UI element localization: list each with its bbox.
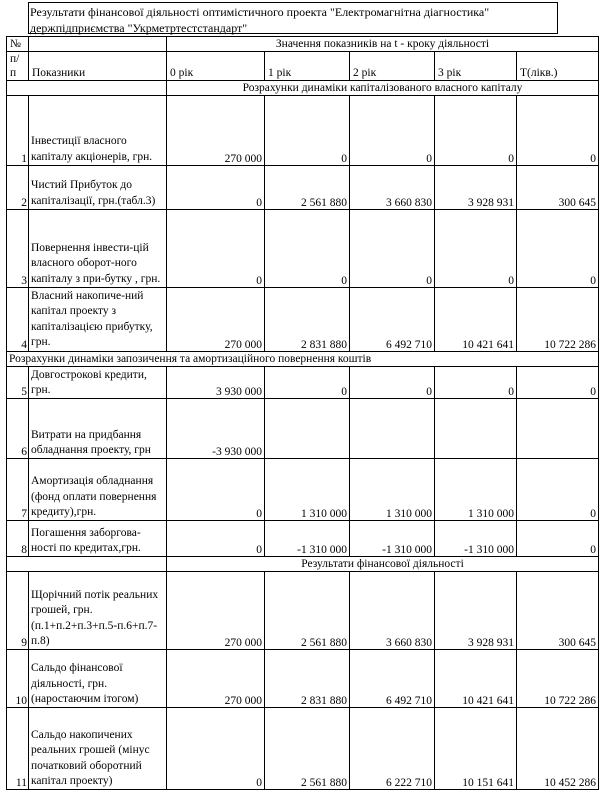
value-cell: 6 222 710: [350, 708, 435, 790]
row-label: Амортизація обладнання (фонд оплати повернення кредиту),грн.: [29, 459, 167, 521]
value-cell: 3 928 931: [435, 572, 517, 650]
row-label: Щорічний потік реальних грошей, грн.(п.1+п.2+п.3+п.5-п.6+п.7-п.8): [29, 572, 167, 650]
row-label: Сальдо накопичених реальних грошей (мінус початковий оборотний капітал проекту): [29, 708, 167, 790]
row-label: Чистий Прибуток до капіталізації, грн.(табл.3): [29, 166, 167, 210]
section-blank: [7, 81, 167, 96]
value-cell: 0: [517, 96, 599, 166]
table-row: [7, 366, 599, 399]
header-num-bottom: п/п: [7, 52, 29, 81]
header-step-3: 3 рік: [435, 52, 517, 81]
value-cell: 0: [435, 96, 517, 166]
value-cell: 10 421 641: [435, 288, 517, 352]
section-title: Розрахунки динаміки капіталізованого власного капіталу: [167, 81, 599, 96]
header-row-2: [7, 52, 599, 81]
value-cell: [435, 399, 517, 459]
row-label: Погашення заборгова-ності по кредитах,грн.: [29, 521, 167, 557]
row-number: 4: [7, 288, 29, 352]
value-cell: 3 928 931: [435, 166, 517, 210]
table-row: [7, 96, 599, 166]
row-number: 11: [7, 708, 29, 790]
row-label: Сальдо фінансової діяльності, грн. (наростаючим ітогом): [29, 650, 167, 708]
value-cell: 300 645: [517, 572, 599, 650]
value-cell: 2 561 880: [265, 572, 350, 650]
value-cell: -3 930 000: [167, 399, 265, 459]
row-number: 1: [7, 96, 29, 166]
header-step-2: 2 рік: [350, 52, 435, 81]
table-row: [7, 708, 599, 790]
value-cell: 0: [350, 210, 435, 288]
value-cell: 2 561 880: [265, 708, 350, 790]
value-cell: 1 310 000: [350, 459, 435, 521]
table-row: [7, 399, 599, 459]
row-label: Повернення інвести-цій власного оборот-ного капіталу з при-бутку , грн.: [29, 210, 167, 288]
value-cell: 10 722 286: [517, 288, 599, 352]
value-cell: 6 492 710: [350, 650, 435, 708]
table-row: [7, 288, 599, 352]
value-cell: 0: [517, 521, 599, 557]
table-row: [7, 459, 599, 521]
value-cell: [350, 399, 435, 459]
value-cell: [265, 399, 350, 459]
value-cell: 0: [265, 366, 350, 399]
row-number: 3: [7, 210, 29, 288]
value-cell: 2 831 880: [265, 650, 350, 708]
value-cell: 300 645: [517, 166, 599, 210]
section-title: Розрахунки динаміки запозичення та амортизаційного повернення коштів: [7, 351, 599, 366]
row-number: 2: [7, 166, 29, 210]
value-cell: 3 660 830: [350, 572, 435, 650]
caption-line-2: держпідприємства "Укрметртестстандарт": [30, 21, 248, 35]
value-cell: 0: [350, 96, 435, 166]
value-cell: 0: [167, 521, 265, 557]
value-cell: 10 452 286: [517, 708, 599, 790]
value-cell: 0: [167, 166, 265, 210]
value-cell: 0: [167, 210, 265, 288]
value-cell: 0: [517, 366, 599, 399]
value-cell: 0: [350, 366, 435, 399]
table-row: [7, 210, 599, 288]
value-cell: 270 000: [167, 650, 265, 708]
header-step-0: 0 рік: [167, 52, 265, 81]
row-label: Інвестиції власного капіталу акціонерів, грн.: [29, 96, 167, 166]
value-cell: 270 000: [167, 96, 265, 166]
value-cell: 0: [517, 210, 599, 288]
value-cell: 0: [517, 459, 599, 521]
value-cell: 0: [167, 708, 265, 790]
value-cell: 1 310 000: [435, 459, 517, 521]
value-cell: 3 930 000: [167, 366, 265, 399]
section-blank: [7, 557, 167, 572]
header-blank: [29, 37, 167, 52]
table-row: [7, 521, 599, 557]
value-cell: -1 310 000: [265, 521, 350, 557]
section-title: Результати фінансової діяльності: [167, 557, 599, 572]
value-cell: 10 421 641: [435, 650, 517, 708]
value-cell: 0: [167, 459, 265, 521]
value-cell: 6 492 710: [350, 288, 435, 352]
value-cell: 0: [435, 366, 517, 399]
value-cell: 0: [265, 210, 350, 288]
value-cell: 270 000: [167, 572, 265, 650]
value-cell: 10 722 286: [517, 650, 599, 708]
caption-line-1: Результати фінансової діяльності оптимістичного проекта "Електромагнітна діагностика": [30, 5, 490, 19]
value-cell: 1 310 000: [265, 459, 350, 521]
row-label: Довгострокові кредити, грн.: [29, 366, 167, 399]
table-row: [7, 572, 599, 650]
table-row: [7, 166, 599, 210]
value-cell: 2 831 880: [265, 288, 350, 352]
value-cell: 0: [265, 96, 350, 166]
row-number: 6: [7, 399, 29, 459]
header-row-1: [7, 37, 599, 52]
value-cell: [517, 399, 599, 459]
header-num-top: №: [7, 37, 29, 52]
row-number: 8: [7, 521, 29, 557]
value-cell: 2 561 880: [265, 166, 350, 210]
value-cell: 10 151 641: [435, 708, 517, 790]
row-number: 5: [7, 366, 29, 399]
financial-results-table: [6, 36, 599, 790]
header-values-title: Значення показників на t - кроку діяльності: [167, 37, 599, 52]
value-cell: 270 000: [167, 288, 265, 352]
section-results: [7, 557, 599, 572]
header-step-liq: Т(лікв.): [517, 52, 599, 81]
value-cell: -1 310 000: [435, 521, 517, 557]
row-label: Витрати на придбання обладнання проекту, грн: [29, 399, 167, 459]
table-row: [7, 650, 599, 708]
section-capital: [7, 81, 599, 96]
value-cell: -1 310 000: [350, 521, 435, 557]
value-cell: 0: [435, 210, 517, 288]
value-cell: 3 660 830: [350, 166, 435, 210]
row-number: 9: [7, 572, 29, 650]
row-label: Власний накопиче-ний капітал проекту з капіталізацією прибутку, грн.: [29, 288, 167, 352]
header-indicator: Показники: [29, 52, 167, 81]
section-borrowing: [7, 351, 599, 366]
header-step-1: 1 рік: [265, 52, 350, 81]
row-number: 7: [7, 459, 29, 521]
row-number: 10: [7, 650, 29, 708]
table-caption: [30, 4, 489, 36]
